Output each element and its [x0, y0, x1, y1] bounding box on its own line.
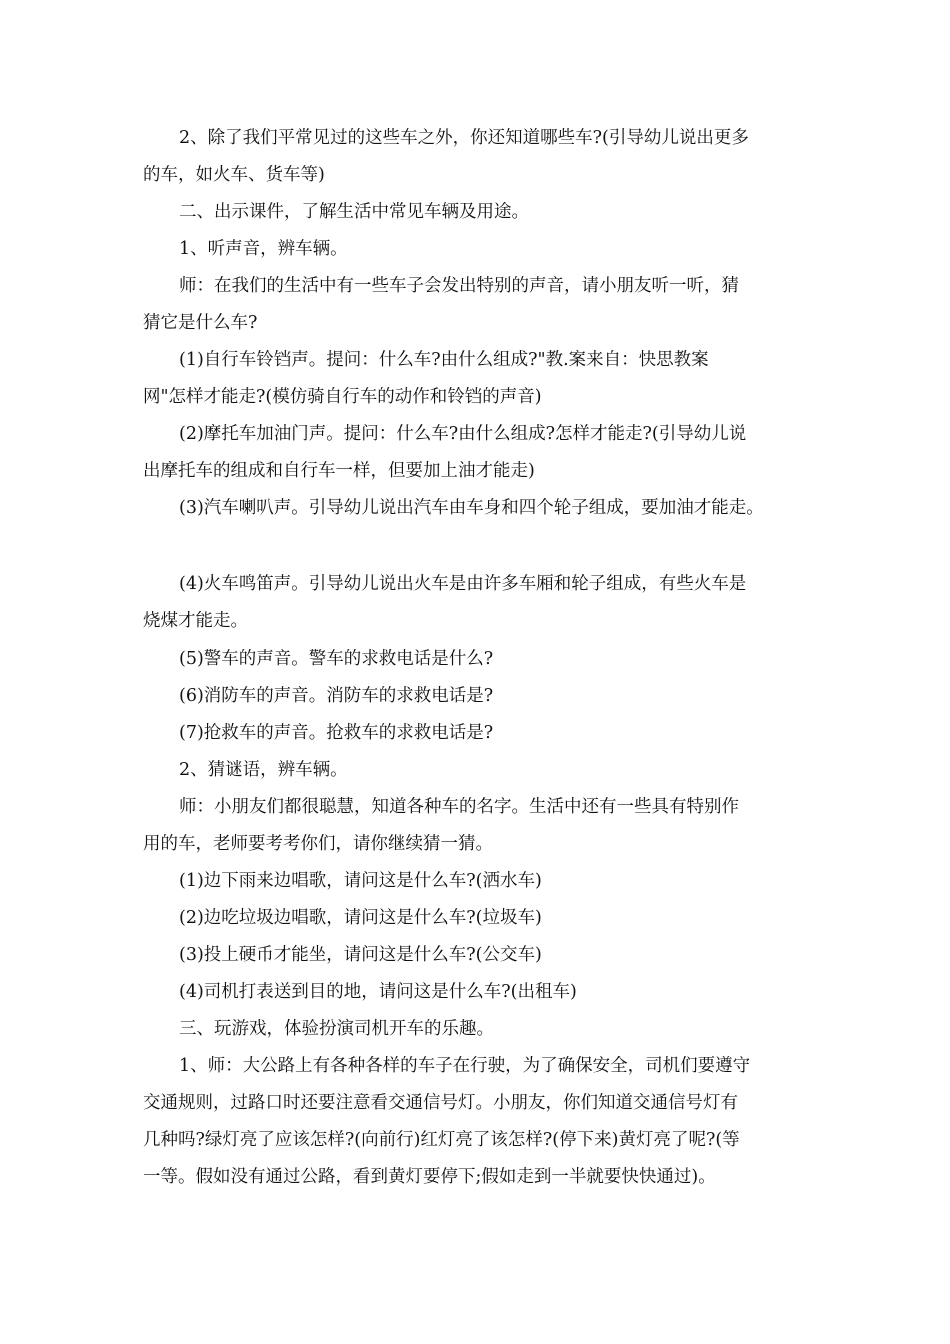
text-line: (3)投上硬币才能坐，请问这是什么车?(公交车): [179, 945, 542, 965]
text-line: (1)边下雨来边唱歌，请问这是什么车?(洒水车): [179, 871, 542, 891]
text-line: 师：小朋友们都很聪慧，知道各种车的名字。生活中还有一些具有特别作: [179, 797, 739, 817]
section-heading-courseware: [143, 194, 823, 231]
text-line: 网"怎样才能走?(模仿骑自行车的动作和铃铛的声音): [143, 387, 542, 407]
text-line: 2、猜谜语，辨车辆。: [179, 760, 348, 780]
riddle-garbage-truck: [143, 900, 823, 937]
text-line: 2、除了我们平常见过的这些车之外，你还知道哪些车?(引导幼儿说出更多: [179, 128, 749, 148]
paragraph-motorcycle: [143, 416, 823, 490]
text-line: 1、听声音，辨车辆。: [179, 239, 348, 259]
text-line: (3)汽车喇叭声。引导幼儿说出汽车由车身和四个轮子组成，要加油才能走。: [179, 498, 764, 518]
text-line: 的车，如火车、货车等): [143, 165, 325, 185]
paragraph-train-whistle: [143, 566, 823, 640]
text-line: (1)自行车铃铛声。提问：什么车?由什么组成?"教.案来自：快思教案: [179, 350, 709, 370]
subheading-listen-sounds: [143, 231, 823, 268]
paragraph-teacher-riddles: [143, 789, 823, 863]
paragraph-police-car: [143, 641, 823, 678]
text-line: (2)摩托车加油门声。提问：什么车?由什么组成?怎样才能走?(引导幼儿说: [179, 424, 747, 444]
text-line: 用的车，老师要考考你们，请你继续猜一猜。: [143, 834, 493, 854]
subheading-riddles: [143, 752, 823, 789]
paragraph-other-vehicles: [143, 120, 823, 194]
paragraph-fire-truck: [143, 678, 823, 715]
text-line: (4)司机打表送到目的地，请问这是什么车?(出租车): [179, 982, 577, 1002]
text-line: (6)消防车的声音。消防车的求救电话是?: [179, 686, 494, 706]
paragraph-car-horn: [143, 490, 823, 527]
section-heading-game: [143, 1011, 823, 1048]
text-line: 二、出示课件，了解生活中常见车辆及用途。: [179, 202, 529, 222]
text-line: 猜它是什么车?: [143, 313, 258, 333]
riddle-bus: [143, 937, 823, 974]
text-line: (4)火车鸣笛声。引导幼儿说出火车是由许多车厢和轮子组成，有些火车是: [179, 574, 747, 594]
paragraph-bicycle-bell: [143, 342, 823, 416]
paragraph-teacher-sounds: [143, 268, 823, 342]
text-line: 交通规则，过路口时还要注意看交通信号灯。小朋友，你们知道交通信号灯有: [143, 1093, 738, 1113]
text-line: 1、师：大公路上有各种各样的车子在行驶，为了确保安全，司机们要遵守: [179, 1056, 751, 1076]
paragraph-ambulance: [143, 715, 823, 752]
text-line: (2)边吃垃圾边唱歌，请问这是什么车?(垃圾车): [179, 908, 542, 928]
riddle-sprinkler: [143, 863, 823, 900]
text-line: 出摩托车的组成和自行车一样，但要加上油才能走): [143, 461, 535, 481]
riddle-taxi: [143, 974, 823, 1011]
text-line: 几种吗?绿灯亮了应该怎样?(向前行)红灯亮了该怎样?(停下来)黄灯亮了呢?(等: [143, 1130, 740, 1150]
text-line: (5)警车的声音。警车的求救电话是什么?: [179, 649, 494, 669]
text-line: (7)抢救车的声音。抢救车的求救电话是?: [179, 723, 494, 743]
text-line: 师：在我们的生活中有一些车子会发出特别的声音，请小朋友听一听，猜: [179, 276, 739, 296]
text-line: 烧煤才能走。: [143, 611, 248, 631]
text-line: 一等。假如没有通过公路，看到黄灯要停下;假如走到一半就要快快通过)。: [143, 1167, 716, 1187]
text-line: 三、玩游戏，体验扮演司机开车的乐趣。: [179, 1019, 494, 1039]
paragraph-traffic-lights: [143, 1048, 823, 1196]
